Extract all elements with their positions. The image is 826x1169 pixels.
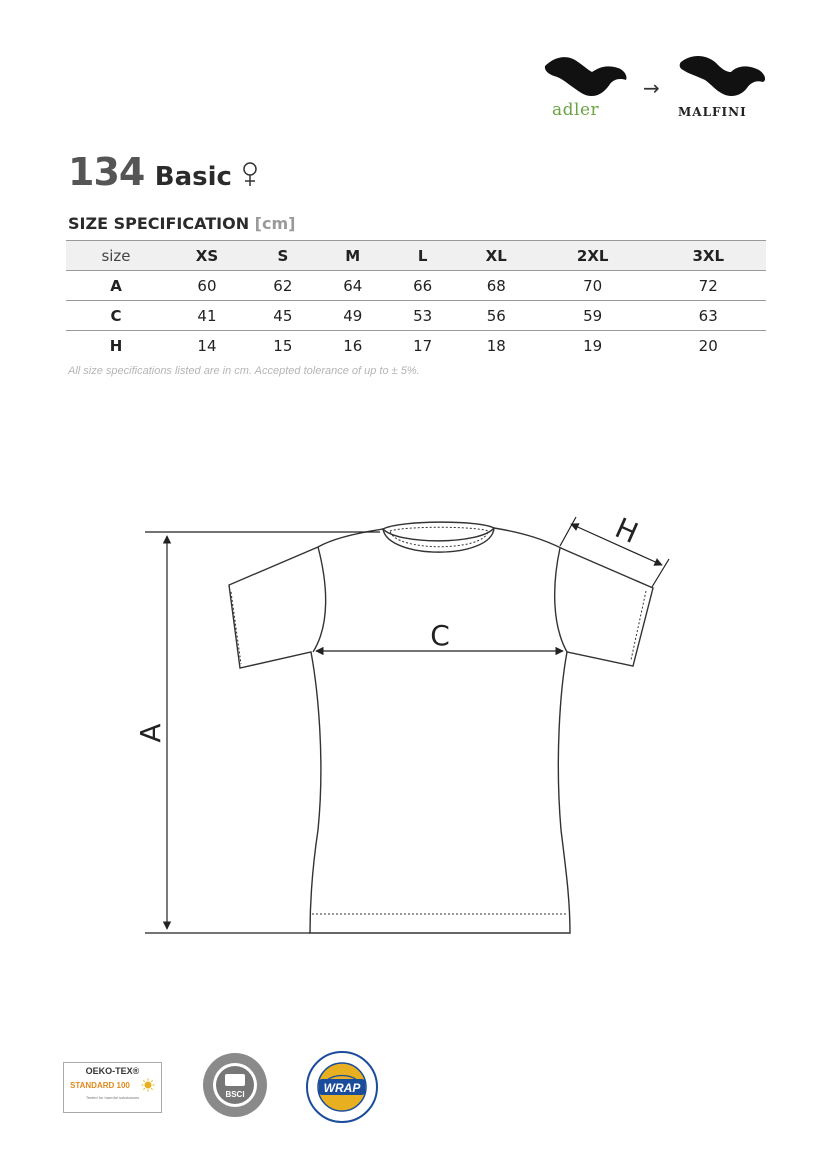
arrow-right-icon: → xyxy=(643,76,660,100)
size-table xyxy=(66,240,766,360)
bsci-label: BSCI xyxy=(225,1090,245,1099)
oeko-tex-name: OEKO-TEX® xyxy=(85,1066,140,1076)
size-header-cell: S xyxy=(248,241,318,271)
size-header-cell: M xyxy=(318,241,388,271)
size-spec-unit: [cm] xyxy=(254,214,296,233)
oeko-tex-standard: STANDARD 100 xyxy=(70,1081,130,1090)
dimension-a-label: A xyxy=(134,723,167,743)
dimension-h-label: H xyxy=(610,511,643,550)
size-table-header-row xyxy=(66,241,766,271)
table-cell: 18 xyxy=(486,336,506,355)
wrap-label: WRAP xyxy=(323,1081,361,1095)
table-cell: 14 xyxy=(197,336,217,355)
row-label: C xyxy=(66,301,166,331)
dimension-a xyxy=(145,532,380,933)
table-cell: 63 xyxy=(650,301,766,331)
row-label: H xyxy=(109,336,123,355)
brand-logos xyxy=(540,48,780,128)
size-header-cell: XL xyxy=(458,241,535,271)
size-header-cell: XS xyxy=(166,241,248,271)
tolerance-note: All size specifications listed are in cm. Accepted tolerance of up to ± 5%. xyxy=(68,365,420,377)
size-spec-heading-text: SIZE SPECIFICATION xyxy=(68,214,250,233)
table-row xyxy=(66,271,766,301)
table-cell: 56 xyxy=(458,301,535,331)
wrap-badge xyxy=(305,1050,379,1124)
table-cell: 49 xyxy=(318,301,388,331)
table-cell: 20 xyxy=(698,336,718,355)
size-header-cell: 3XL xyxy=(650,241,766,271)
adler-bird-icon xyxy=(540,48,630,103)
table-cell: 66 xyxy=(388,271,458,301)
table-cell: 60 xyxy=(166,271,248,301)
size-spec-heading xyxy=(68,214,295,233)
malfini-logo-text: MALFINI xyxy=(678,105,747,119)
product-code: 134 xyxy=(68,150,145,194)
table-cell: 59 xyxy=(535,301,651,331)
table-row xyxy=(66,301,766,331)
oeko-tex-badge xyxy=(63,1062,162,1113)
table-cell: 41 xyxy=(166,301,248,331)
row-label: A xyxy=(66,271,166,301)
product-name: Basic xyxy=(154,162,232,192)
product-title xyxy=(68,150,258,194)
bsci-badge xyxy=(202,1052,268,1118)
table-cell: 72 xyxy=(650,271,766,301)
size-header-cell: 2XL xyxy=(535,241,651,271)
table-cell: 53 xyxy=(388,301,458,331)
dimension-h xyxy=(560,517,669,587)
table-cell: 62 xyxy=(248,271,318,301)
table-cell: 68 xyxy=(458,271,535,301)
table-cell: 17 xyxy=(413,336,433,355)
adler-logo-text: adler xyxy=(552,100,600,120)
dimension-c-label: C xyxy=(430,619,450,652)
table-cell: 64 xyxy=(318,271,388,301)
table-cell: 15 xyxy=(273,336,293,355)
table-row xyxy=(66,331,766,361)
sun-icon xyxy=(141,1078,155,1092)
size-header-cell: L xyxy=(388,241,458,271)
tshirt-outline xyxy=(229,522,653,933)
malfini-bird-icon xyxy=(675,48,770,103)
table-cell: 70 xyxy=(535,271,651,301)
size-header-label: size xyxy=(66,241,166,271)
oeko-tex-small-text: Tested for harmful substances xyxy=(85,1095,140,1100)
table-cell: 19 xyxy=(583,336,603,355)
table-cell: 45 xyxy=(248,301,318,331)
tshirt-diagram xyxy=(0,500,826,950)
table-cell: 16 xyxy=(343,336,363,355)
female-symbol-icon xyxy=(242,161,258,187)
